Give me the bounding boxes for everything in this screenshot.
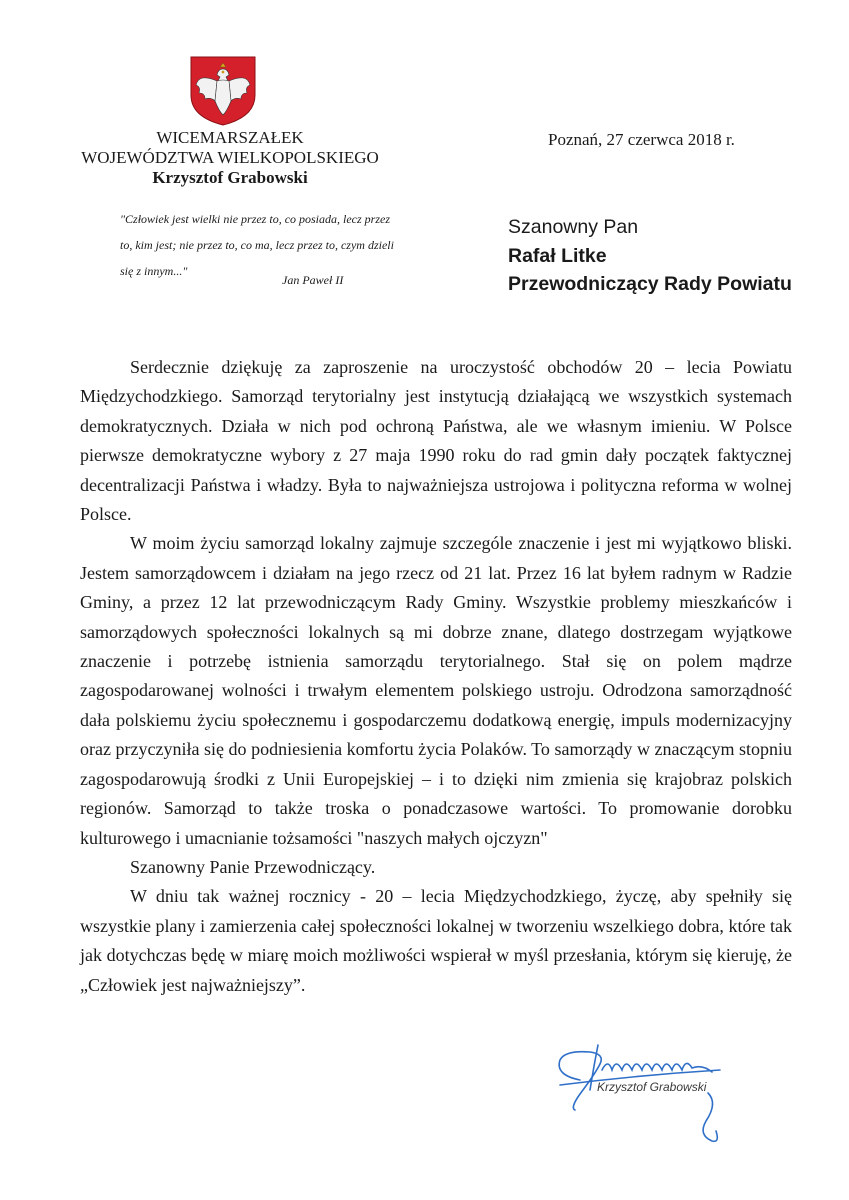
quote-author: Jan Paweł II [282,273,344,287]
paragraph-1: Serdecznie dziękuję za zaproszenie na uroczystość obchodów 20 – lecia Powiatu Międzychodzkiego. Samorząd terytorialny jest instytucją działającą we wszystkich systemach demokratycznych. Działa w nich pod ochroną Państwa, ale we własnym imieniu. W Polsce pierwsze demokratyczne wybory z 27 maja 1990 roku do rad gmin dały początek faktycznej decentralizacji Państwa i władzy. Była to najważniejsza ustrojowa i polityczna reforma w wolnej Polsce. [80,357,792,525]
signature-stamp-text: Krzysztof Grabowski [597,1080,707,1094]
place-date: Poznań, 27 czerwca 2018 r. [548,130,735,149]
closing-salutation: Szanowny Panie Przewodniczący. [130,856,376,877]
sender-name: Krzysztof Grabowski [152,168,308,187]
paragraph-3: W dniu tak ważnej rocznicy - 20 – lecia Międzychodzkiego, życzę, aby spełniły się wszystkie plany i zamierzenia całej społeczności lokalnej w tworzeniu wszelkiego dobra, które tak jak dotychczas będę w miarę moich możliwości wspierał w myśl przesłania, którym się kieruję, że „Człowiek jest najważniejszy”. [80,886,792,995]
letter-body [80,353,792,1000]
sender-block [70,128,390,188]
recipient-salutation: Szanowny Pan [508,216,639,238]
recipient-name: Rafał Litke [508,244,607,267]
paragraph-2: W moim życiu samorząd lokalny zajmuje szczególe znaczenie i jest mi wyjątkowo bliski. Jestem samorządowcem i działam na jego rzecz od 21 lat. Przez 16 lat byłem radnym w Radzie Gminy, a przez 12 lat przewodniczącym Rady Gminy. Wszystkie problemy mieszkańców i samorządowych społeczności lokalnych są mi dobrze znane, dlatego dostrzegam wyjątkowe znaczenie i potrzebę istnienia samorządu terytorialnego. Stał się on polem mądrze zagospodarowanej wolności i trwałym elementem polskiego ustroju. Odrodzona samorządność dała polskiemu życiu społecznemu i gospodarczemu dodatkową energię, impuls modernizacyjny oraz przyczyniła się do podniesienia komfortu życia Polaków. To samorządy w znaczącym stopniu zagospodarowują środki z Unii Europejskiej – i to dzięki nim zmienia się krajobraz polskich regionów. Samorząd to także troska o ponadczasowe wartości. To promowanie dorobku kulturowego i umacnianie tożsamości "naszych małych ojczyzn" [80,533,792,848]
recipient-title: Przewodniczący Rady Powiatu [508,273,792,295]
quote-text: "Człowiek jest wielki nie przez to, co posiada, lecz przez to, kim jest; nie przez to, co ma, lecz przez to, czym dzieli się z innym..." [120,212,394,278]
sender-title-line2: WOJEWÓDZTWA WIELKOPOLSKIEGO [81,148,379,167]
coat-of-arms-icon [187,55,259,127]
sender-title-line1: WICEMARSZAŁEK [156,128,304,147]
recipient-block [508,213,792,299]
